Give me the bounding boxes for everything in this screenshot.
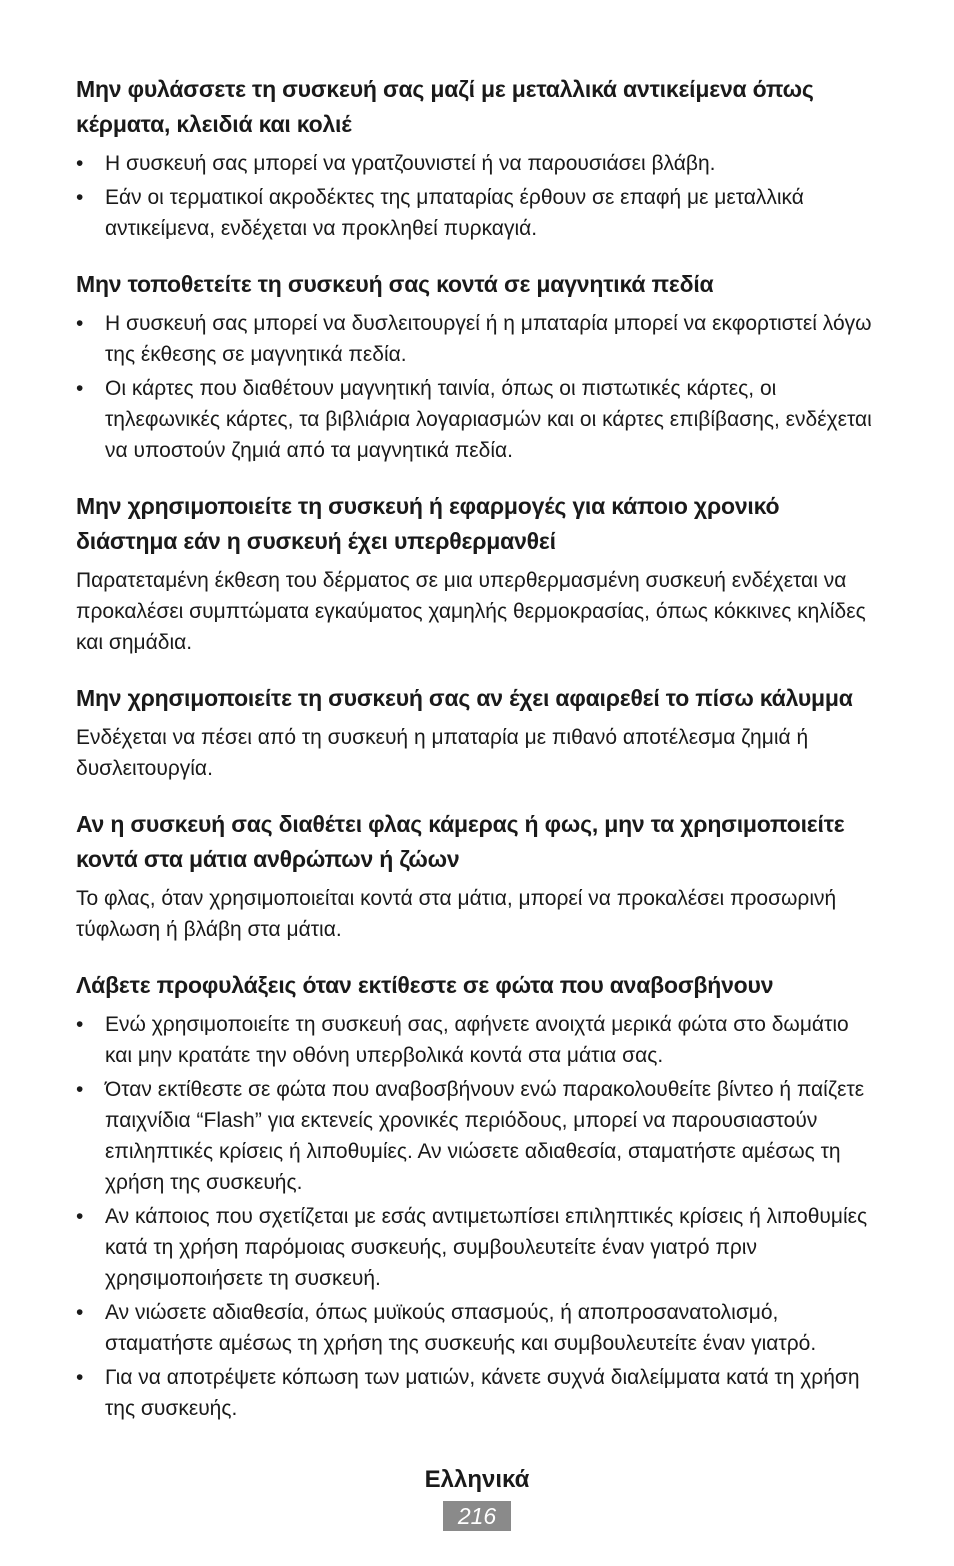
bullet-icon: • xyxy=(76,1078,84,1101)
list-item-text: Οι κάρτες που διαθέτουν μαγνητική ταινία, όπως οι πιστωτικές κάρτες, οι τηλεφωνικές κάρτες, τα βιβλιάρια λογαριασμών και οι κάρτες επιβίβασης, ενδέχεται να υποστούν ζημιά από τα μαγνητικά πεδία. xyxy=(105,377,872,462)
section-paragraph: Ενδέχεται να πέσει από τη συσκευή η μπαταρία με πιθανό αποτέλεσμα ζημιά ή δυσλειτουργία. xyxy=(76,726,809,780)
list-item-text: Η συσκευή σας μπορεί να γρατζουνιστεί ή να παρουσιάσει βλάβη. xyxy=(105,152,716,175)
section-flashing-lights xyxy=(76,968,876,1424)
section-overheated xyxy=(76,489,876,658)
section-paragraph: Το φλας, όταν χρησιμοποιείται κοντά στα μάτια, μπορεί να προκαλέσει προσωρινή τύφλωση ή βλάβη στα μάτια. xyxy=(76,887,837,941)
list-item xyxy=(76,373,876,466)
document-body xyxy=(76,72,876,1447)
list-item-text: Όταν εκτίθεστε σε φώτα που αναβοσβήνουν ενώ παρακολουθείτε βίντεο ή παίζετε παιχνίδια “Flash” για εκτενείς χρονικές περιόδους, μπορεί να παρουσιαστούν επιληπτικές κρίσεις ή λιποθυμίες. Αν νιώσετε αδιαθεσία, σταματήστε αμέσως τη χρήση της συσκευής. xyxy=(105,1078,865,1194)
page-number-badge: 216 xyxy=(443,1501,511,1531)
bullet-icon: • xyxy=(76,1013,84,1036)
section-heading: Λάβετε προφυλάξεις όταν εκτίθεστε σε φώτα που αναβοσβήνουν xyxy=(76,972,774,998)
list-item xyxy=(76,1362,876,1424)
list-item xyxy=(76,1201,876,1294)
list-item xyxy=(76,148,876,179)
list-item xyxy=(76,1297,876,1359)
list-item-text: Ενώ χρησιμοποιείτε τη συσκευή σας, αφήνετε ανοιχτά μερικά φώτα στο δωμάτιο και μην κρατάτε την οθόνη υπερβολικά κοντά στα μάτια σας. xyxy=(105,1013,849,1067)
bullet-list xyxy=(76,1009,876,1424)
bullet-icon: • xyxy=(76,312,84,335)
list-item-text: Αν νιώσετε αδιαθεσία, όπως μυϊκούς σπασμούς, ή αποπροσανατολισμό, σταματήστε αμέσως τη χρήση της συσκευής και συμβουλευτείτε έναν γιατρό. xyxy=(105,1301,817,1355)
list-item xyxy=(76,308,876,370)
language-label: Ελληνικά xyxy=(424,1466,530,1493)
bullet-icon: • xyxy=(76,1366,84,1389)
bullet-icon: • xyxy=(76,186,84,209)
section-heading: Μην χρησιμοποιείτε τη συσκευή σας αν έχει αφαιρεθεί το πίσω κάλυμμα xyxy=(76,685,853,711)
list-item-text: Η συσκευή σας μπορεί να δυσλειτουργεί ή η μπαταρία μπορεί να εκφορτιστεί λόγω της έκθεσης σε μαγνητικά πεδία. xyxy=(105,312,872,366)
list-item xyxy=(76,182,876,244)
section-paragraph: Παρατεταμένη έκθεση του δέρματος σε μια υπερθερμασμένη συσκευή ενδέχεται να προκαλέσει συμπτώματα εγκαύματος χαμηλής θερμοκρασίας, όπως κόκκινες κηλίδες και σημάδια. xyxy=(76,569,866,654)
list-item-text: Αν κάποιος που σχετίζεται με εσάς αντιμετωπίσει επιληπτικές κρίσεις ή λιποθυμίες κατά τη χρήση παρόμοιας συσκευής, συμβουλευτείτε έναν γιατρό πριν χρησιμοποιήσετε τη συσκευή. xyxy=(105,1205,868,1290)
list-item-text: Εάν οι τερματικοί ακροδέκτες της μπαταρίας έρθουν σε επαφή με μεταλλικά αντικείμενα, ενδέχεται να προκληθεί πυρκαγιά. xyxy=(105,186,804,240)
bullet-list xyxy=(76,308,876,466)
bullet-list xyxy=(76,148,876,244)
bullet-icon: • xyxy=(76,377,84,400)
page-footer xyxy=(0,1463,954,1531)
section-heading: Αν η συσκευή σας διαθέτει φλας κάμερας ή φως, μην τα χρησιμοποιείτε κοντά στα μάτια ανθρώπων ή ζώων xyxy=(76,811,845,872)
bullet-icon: • xyxy=(76,1301,84,1324)
bullet-icon: • xyxy=(76,152,84,175)
section-metal-objects xyxy=(76,72,876,244)
list-item xyxy=(76,1009,876,1071)
section-magnetic-fields xyxy=(76,267,876,466)
section-heading: Μην φυλάσσετε τη συσκευή σας μαζί με μεταλλικά αντικείμενα όπως κέρματα, κλειδιά και κολιέ xyxy=(76,76,814,137)
section-camera-flash xyxy=(76,807,876,945)
bullet-icon: • xyxy=(76,1205,84,1228)
section-heading: Μην χρησιμοποιείτε τη συσκευή ή εφαρμογές για κάποιο χρονικό διάστημα εάν η συσκευή έχει υπερθερμανθεί xyxy=(76,493,780,554)
section-heading: Μην τοποθετείτε τη συσκευή σας κοντά σε μαγνητικά πεδία xyxy=(76,271,714,297)
section-back-cover xyxy=(76,681,876,784)
list-item xyxy=(76,1074,876,1198)
list-item-text: Για να αποτρέψετε κόπωση των ματιών, κάνετε συχνά διαλείμματα κατά τη χρήση της συσκευής. xyxy=(105,1366,860,1420)
